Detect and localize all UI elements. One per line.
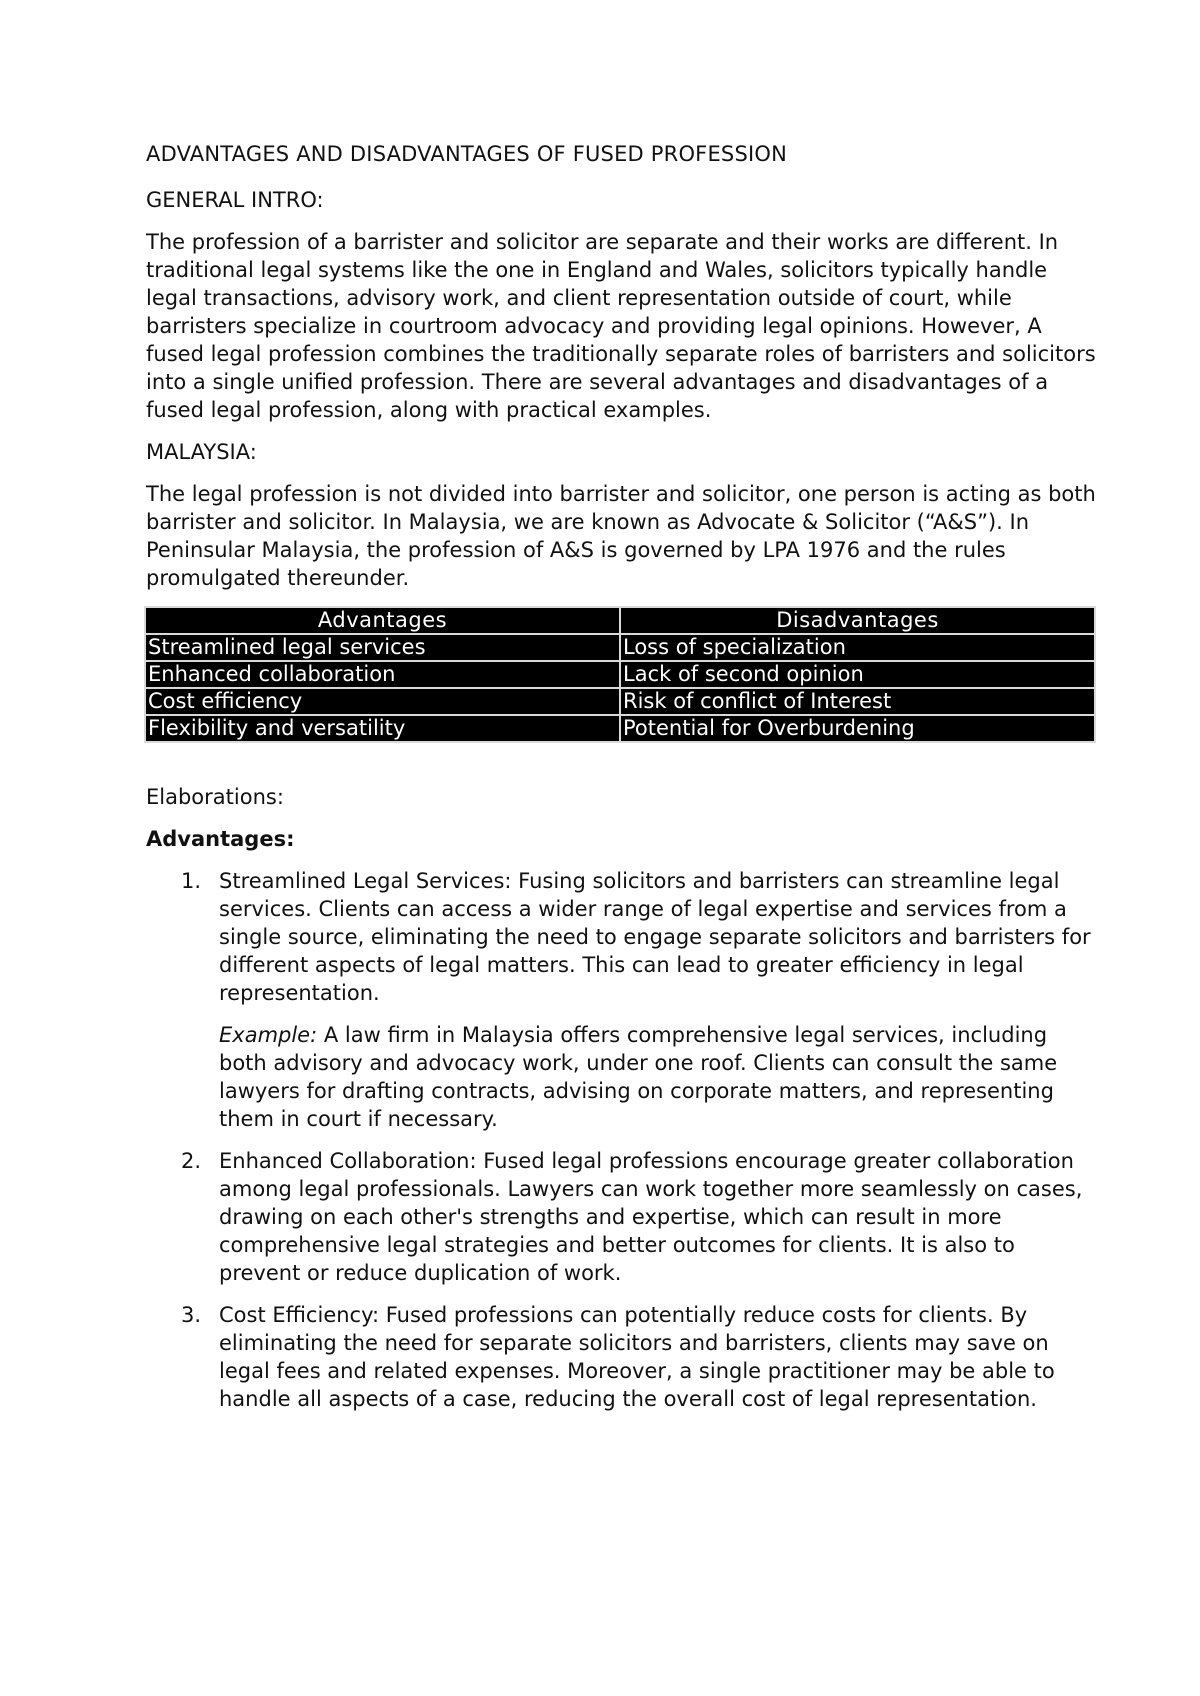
- table-cell-advantage: Flexibility and versatility: [146, 716, 619, 741]
- table-row: [146, 716, 1094, 741]
- table-cell-disadvantage: Potential for Overburdening: [621, 716, 1094, 741]
- table-header-disadvantages: Disadvantages: [621, 608, 1094, 633]
- table-header-row: [146, 608, 1094, 633]
- table-cell-disadvantage: Loss of specialization: [621, 635, 1094, 660]
- list-item-number: 2.: [181, 1149, 202, 1173]
- list-item: [146, 867, 1096, 1133]
- table-row: [146, 635, 1094, 660]
- table-row: [146, 689, 1094, 714]
- intro-paragraph: The profession of a barrister and solicitor are separate and their works are different. In traditional legal systems like the one in England and Wales, solicitors typically handle legal transactions, advisory work, and client representation outside of court, while barristers specialize in courtroom advocacy and providing legal opinions. However, A fused legal profession combines the traditionally separate roles of barristers and solicitors into a single unified profession. There are several advantages and disadvantages of a fused legal profession, along with practical examples.: [146, 230, 1096, 422]
- table-cell-advantage: Streamlined legal services: [146, 635, 619, 660]
- list-item: [146, 1147, 1096, 1287]
- elaborations-label: Elaborations:: [146, 785, 284, 809]
- malaysia-heading: MALAYSIA:: [146, 440, 257, 464]
- table-header-advantages: Advantages: [146, 608, 619, 633]
- example-label: Example:: [219, 1023, 318, 1047]
- list-item-text: Cost Efficiency: Fused professions can potentially reduce costs for clients. By eliminating the need for separate solicitors and barristers, clients may save on legal fees and related expenses. Moreover, a single practitioner may be able to handle all aspects of a case, reducing the overall cost of legal representation.: [219, 1303, 1055, 1411]
- list-item-text: Streamlined Legal Services: Fusing solicitors and barristers can streamline legal services. Clients can access a wider range of legal expertise and services from a single source, eliminating the need to engage separate solicitors and barristers for different aspects of legal matters. This can lead to greater efficiency in legal representation.: [219, 869, 1091, 1005]
- advantages-disadvantages-table: [144, 606, 1096, 743]
- table-cell-disadvantage: Risk of conflict of Interest: [621, 689, 1094, 714]
- list-item-number: 3.: [181, 1303, 202, 1327]
- advantages-heading: Advantages:: [146, 827, 295, 851]
- table-row: [146, 662, 1094, 687]
- list-item-text: Enhanced Collaboration: Fused legal professions encourage greater collaboration among legal professionals. Lawyers can work together more seamlessly on cases, drawing on each other's strengths and expertise, which can result in more comprehensive legal strategies and better outcomes for clients. It is also to prevent or reduce duplication of work.: [219, 1149, 1083, 1285]
- table-cell-advantage: Enhanced collaboration: [146, 662, 619, 687]
- malaysia-paragraph: The legal profession is not divided into barrister and solicitor, one person is acting as both barrister and solicitor. In Malaysia, we are known as Advocate & Solicitor (“A&S”). In Peninsular Malaysia, the profession of A&S is governed by LPA 1976 and the rules promulgated thereunder.: [146, 482, 1096, 590]
- document-title: ADVANTAGES AND DISADVANTAGES OF FUSED PROFESSION: [146, 142, 788, 166]
- advantages-list: [146, 867, 1096, 1413]
- table-cell-advantage: Cost efficiency: [146, 689, 619, 714]
- list-item-example: [219, 1021, 1096, 1133]
- list-item: [146, 1301, 1096, 1413]
- document-page: [146, 140, 1096, 1427]
- list-item-number: 1.: [181, 869, 202, 893]
- intro-heading: GENERAL INTRO:: [146, 188, 324, 212]
- table-cell-disadvantage: Lack of second opinion: [621, 662, 1094, 687]
- example-text: A law firm in Malaysia offers comprehensive legal services, including both advisory and advocacy work, under one roof. Clients can consult the same lawyers for drafting contracts, advising on corporate matters, and representing them in court if necessary.: [219, 1023, 1058, 1131]
